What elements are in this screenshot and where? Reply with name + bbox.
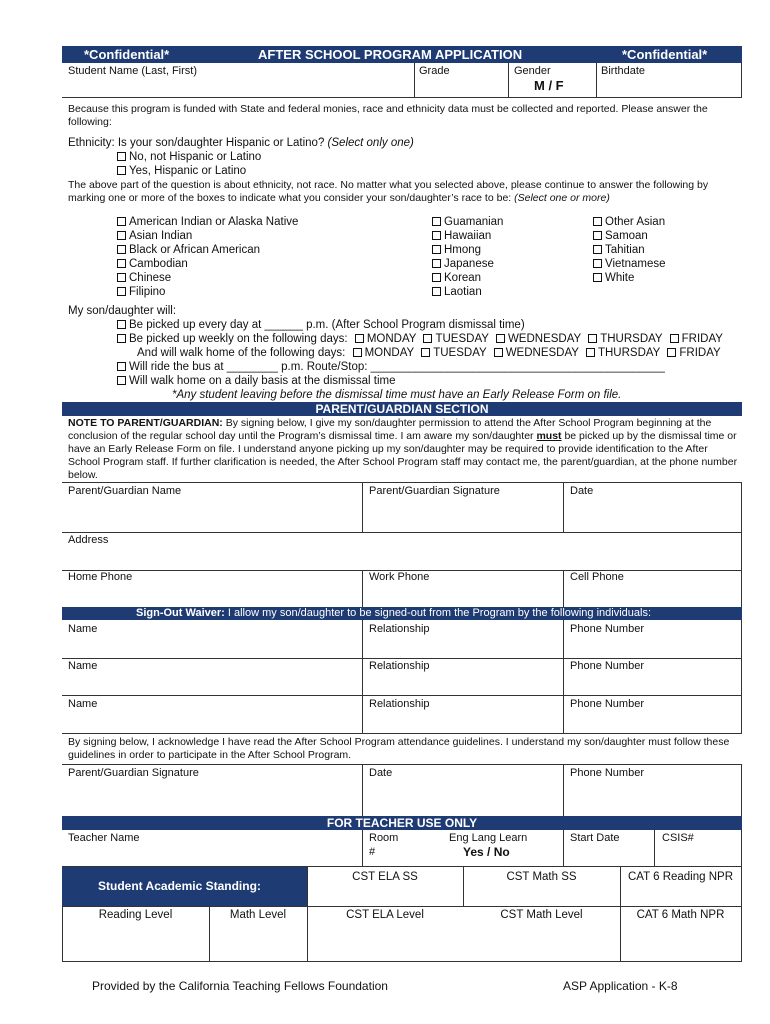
confidential-right: *Confidential* [622, 47, 708, 62]
race-option[interactable]: Vietnamese [593, 257, 666, 271]
teacher-band: FOR TEACHER USE ONLY [62, 816, 742, 830]
race-option[interactable]: Chinese [117, 271, 298, 285]
student-name-label: Student Name (Last, First) [68, 65, 197, 77]
parent-note: NOTE TO PARENT/GUARDIAN: By signing below, I give my son/daughter permission to attend the After School Program beginning at the conclusion of the regular school day until the Program’s dismissal time. I am aware my son/daughter must be picked up by the dismissal time or have an Early Release Form on file. I understand anyone picking up my son/daughter may be required to provide identification to the After School Program staff. If further clarification is needed, the After School Program staff may contact me, the parent/guardian, at the phone number below. [68, 417, 738, 481]
cst-math-ss-label: CST Math SS [506, 871, 577, 883]
pickup-option-weekly[interactable]: Be picked up weekly on the following days: MONDAY TUESDAY WEDNESDAY THURSDAY FRIDAY [117, 332, 723, 346]
race-option[interactable]: Guamanian [432, 215, 503, 229]
race-option[interactable]: Asian Indian [117, 229, 298, 243]
parent-section-band: PARENT/GUARDIAN SECTION [62, 402, 742, 416]
teacher-name-label: Teacher Name [68, 832, 140, 844]
gender-options[interactable]: M / F [534, 78, 564, 93]
race-option[interactable]: Tahitian [593, 243, 666, 257]
cat6-reading-label: CAT 6 Reading NPR [627, 871, 734, 883]
gender-label: Gender [514, 65, 551, 77]
race-column-3 [593, 215, 666, 285]
math-level-label: Math Level [229, 909, 287, 921]
race-option[interactable]: Laotian [432, 285, 503, 299]
funding-text: Because this program is funded with State and federal monies, race and ethnicity data must be collected and reported. Please answer the following: [68, 103, 708, 128]
room-hash: # [369, 846, 376, 858]
checkbox[interactable] [117, 166, 126, 175]
ethnicity-question: Ethnicity: Is your son/daughter Hispanic or Latino? (Select only one) [68, 137, 414, 149]
cst-math-level-label: CST Math Level [500, 909, 583, 921]
pickup-option-daily[interactable]: Be picked up every day at ______ p.m. (After School Program dismissal time) [117, 318, 525, 332]
parent-name-label: Parent/Guardian Name [68, 485, 182, 497]
waiver-relationship-label: Relationship [369, 698, 430, 710]
grade-label: Grade [419, 65, 450, 77]
work-phone-label: Work Phone [369, 571, 430, 583]
race-option[interactable]: Korean [432, 271, 503, 285]
race-option[interactable]: Filipino [117, 285, 298, 299]
ack-phone-label: Phone Number [570, 767, 644, 779]
ack-signature-label: Parent/Guardian Signature [68, 767, 199, 779]
ethnicity-option-no[interactable]: No, not Hispanic or Latino [117, 150, 261, 164]
race-option[interactable]: Hmong [432, 243, 503, 257]
pickup-option-bus[interactable]: Will ride the bus at ________ p.m. Route/Stop: ______________________________________________ [117, 360, 665, 374]
race-intro: The above part of the question is about ethnicity, not race. No matter what you selected above, please continue to answer the following by marking one or more of the boxes to indicate what you consider your son/daughter’s race to be: (Select one or more) [68, 179, 709, 204]
checkbox[interactable] [117, 152, 126, 161]
race-option[interactable]: White [593, 271, 666, 285]
ack-date-label: Date [369, 767, 393, 779]
reading-level-label: Reading Level [98, 909, 173, 921]
footer-form-id: ASP Application - K-8 [563, 979, 678, 993]
walk-days-row[interactable]: And will walk home of the following days: MONDAY TUESDAY WEDNESDAY THURSDAY FRIDAY [137, 347, 721, 359]
parent-signature-label: Parent/Guardian Signature [369, 485, 500, 497]
race-column-1 [117, 215, 298, 299]
waiver-name-label: Name [68, 623, 98, 635]
early-release-note: *Any student leaving before the dismissal time must have an Early Release Form on file. [172, 389, 622, 401]
birthdate-label: Birthdate [601, 65, 646, 77]
waiver-phone-label: Phone Number [570, 623, 644, 635]
form-title: AFTER SCHOOL PROGRAM APPLICATION [258, 47, 523, 62]
footer-provider: Provided by the California Teaching Fellows Foundation [92, 979, 388, 993]
ethnicity-option-yes[interactable]: Yes, Hispanic or Latino [117, 164, 246, 178]
race-option[interactable]: Cambodian [117, 257, 298, 271]
cst-ela-level-label: CST ELA Level [346, 909, 424, 921]
waiver-name-label: Name [68, 698, 98, 710]
start-date-label: Start Date [570, 832, 620, 844]
waiver-relationship-label: Relationship [369, 660, 430, 672]
race-option[interactable]: Samoan [593, 229, 666, 243]
parent-date-label: Date [570, 485, 594, 497]
race-column-2 [432, 215, 503, 299]
ack-text: By signing below, I acknowledge I have read the After School Program attendance guidelines. I understand my son/daughter must follow these guidelines in order to participate in the After School Program. [68, 736, 730, 761]
waiver-phone-label: Phone Number [570, 660, 644, 672]
waiver-name-label: Name [68, 660, 98, 672]
waiver-band: Sign-Out Waiver: I allow my son/daughter to be signed-out from the Program by the following individuals: [62, 607, 742, 620]
cat6-math-label: CAT 6 Math NPR [636, 909, 725, 921]
waiver-relationship-label: Relationship [369, 623, 430, 635]
room-label: Room [369, 832, 399, 844]
address-label: Address [68, 534, 109, 546]
pickup-option-walk[interactable]: Will walk home on a daily basis at the dismissal time [117, 374, 396, 388]
waiver-phone-label: Phone Number [570, 698, 644, 710]
race-option[interactable]: American Indian or Alaska Native [117, 215, 298, 229]
header-band [62, 46, 742, 63]
race-option[interactable]: Black or African American [117, 243, 298, 257]
confidential-left: *Confidential* [84, 47, 170, 62]
csis-label: CSIS# [662, 832, 694, 844]
eng-lang-label: Eng Lang Learn [449, 832, 528, 844]
home-phone-label: Home Phone [68, 571, 133, 583]
pickup-intro: My son/daughter will: [68, 305, 177, 317]
race-option[interactable]: Hawaiian [432, 229, 503, 243]
cell-phone-label: Cell Phone [570, 571, 624, 583]
race-option[interactable]: Other Asian [593, 215, 666, 229]
eng-yes-no[interactable]: Yes / No [463, 845, 510, 859]
cst-ela-ss-label: CST ELA SS [352, 871, 418, 883]
academic-standing-band: Student Academic Standing: [62, 867, 307, 906]
race-option[interactable]: Japanese [432, 257, 503, 271]
